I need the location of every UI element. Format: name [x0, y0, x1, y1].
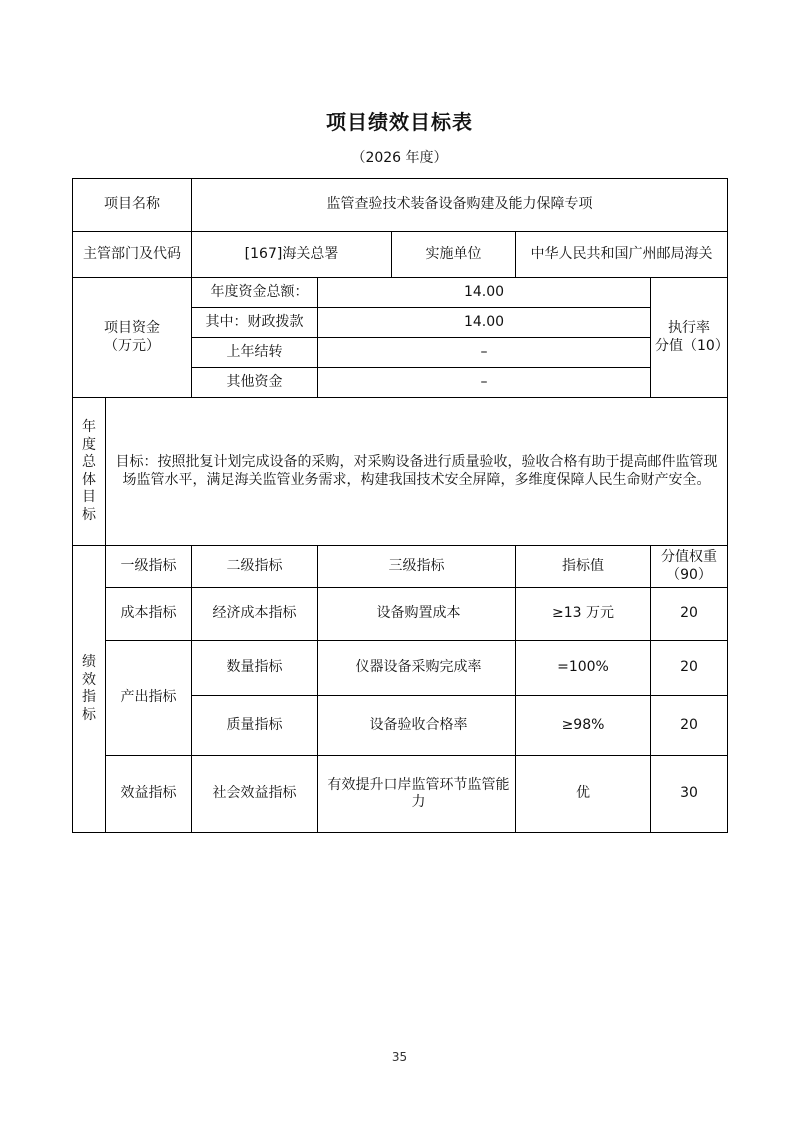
other-funds-label: 其他资金: [192, 368, 318, 398]
row-value: =100%: [516, 641, 651, 696]
row-value: ≥13 万元: [516, 588, 651, 641]
header-level2: 二级指标: [192, 546, 318, 588]
table-row: [73, 756, 728, 833]
row-level2: 经济成本指标: [192, 588, 318, 641]
annual-total-label: 年度资金总额：: [192, 278, 318, 308]
header-level3: 三级指标: [318, 546, 516, 588]
annual-goal-label: 年 度 总 体 目 标: [73, 398, 106, 546]
row-weight: 20: [651, 696, 728, 756]
perf-indicators-label: 绩 效 指 标: [73, 546, 106, 833]
performance-target-table: [72, 178, 728, 833]
funds-label: 项目资金 （万元）: [73, 278, 192, 398]
header-weight: 分值权重 （90）: [651, 546, 728, 588]
table-row: [73, 641, 728, 696]
annual-total-value: 14.00: [318, 278, 651, 308]
row-level2: 数量指标: [192, 641, 318, 696]
row-level2: 质量指标: [192, 696, 318, 756]
row-value: 优: [516, 756, 651, 833]
project-name-value: 监管查验技术装备设备购建及能力保障专项: [192, 179, 728, 232]
fiscal-value: 14.00: [318, 308, 651, 338]
row-level2: 社会效益指标: [192, 756, 318, 833]
header-level1: 一级指标: [106, 546, 192, 588]
row-value: ≥98%: [516, 696, 651, 756]
row-level1: 效益指标: [106, 756, 192, 833]
carryover-value: –: [318, 338, 651, 368]
impl-unit-label: 实施单位: [392, 232, 516, 278]
other-funds-value: –: [318, 368, 651, 398]
dept-value: [167]海关总署: [192, 232, 392, 278]
row-level3: 有效提升口岸监管环节监管能力: [318, 756, 516, 833]
row-level1: 成本指标: [106, 588, 192, 641]
page-title: 项目绩效目标表: [326, 110, 473, 134]
row-level3: 仪器设备采购完成率: [318, 641, 516, 696]
header-value: 指标值: [516, 546, 651, 588]
row-level1: 产出指标: [106, 641, 192, 756]
fiscal-label: 其中：财政拨款: [192, 308, 318, 338]
annual-goal-text: 目标：按照批复计划完成设备的采购，对采购设备进行质量验收，验收合格有助于提高邮件监管现场监管水平，满足海关监管业务需求，构建我国技术安全屏障，多维度保障人民生命财产安全。: [106, 398, 728, 546]
row-level3: 设备验收合格率: [318, 696, 516, 756]
table-row: [73, 588, 728, 641]
page-number: 35: [391, 1050, 408, 1064]
project-name-label: 项目名称: [73, 179, 192, 232]
page-subtitle: （2026 年度）: [351, 150, 448, 166]
row-weight: 20: [651, 641, 728, 696]
row-weight: 30: [651, 756, 728, 833]
row-level3: 设备购置成本: [318, 588, 516, 641]
impl-unit-value: 中华人民共和国广州邮局海关: [516, 232, 728, 278]
dept-label: 主管部门及代码: [73, 232, 192, 278]
exec-rate-label: 执行率 分值（10）: [651, 278, 728, 398]
row-weight: 20: [651, 588, 728, 641]
carryover-label: 上年结转: [192, 338, 318, 368]
